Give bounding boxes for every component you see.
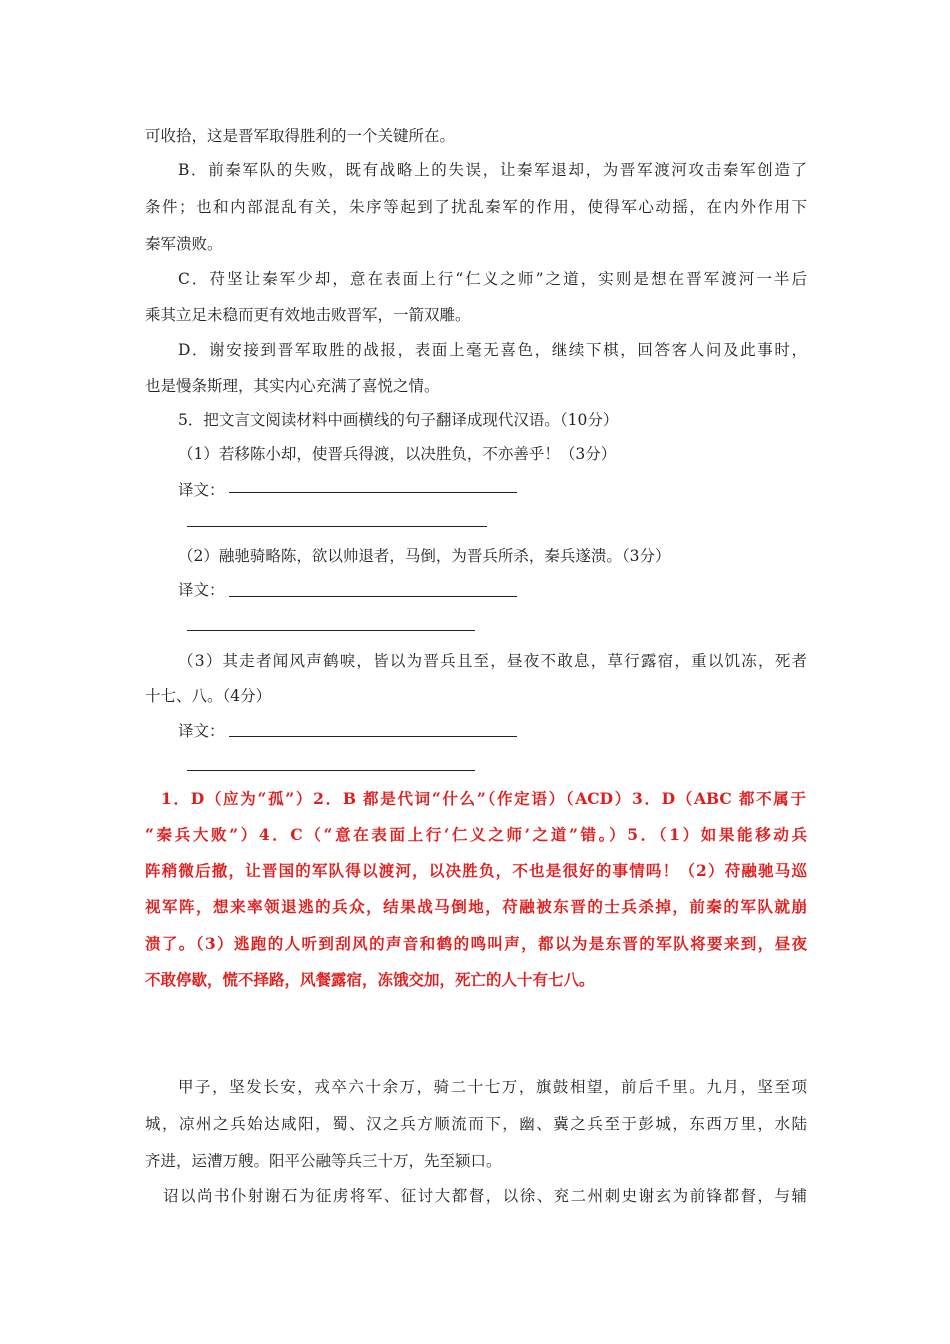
passage-line: 甲子，坚发长安，戎卒六十余万，骑二十七万，旗鼓相望，前后千里。九月，坚至项: [178, 1078, 807, 1096]
answer-key-line: “秦兵大败”）4．C（“意在表面上行‘仁义之师’之道”错。）5．（1）如果能移动兵: [145, 825, 807, 844]
option-b-line: 秦军溃败。: [145, 235, 223, 253]
translation-blank: [229, 492, 517, 493]
option-b-line: 条件；也和内部混乱有关，朱序等起到了扰乱秦军的作用，使得军心动摇，在内外作用下: [145, 198, 807, 216]
option-c-line: 乘其立足未稳而更有效地击败晋军，一箭双雕。: [145, 306, 471, 324]
translation-label: 译文：: [178, 481, 225, 499]
answer-key-line: 视军阵，想来率领退逃的兵众，结果战马倒地，苻融被东晋的士兵杀掉，前秦的军队就崩: [145, 897, 807, 916]
translation-label: 译文：: [178, 581, 225, 599]
question-5-sentence-3: 十七、八。（4分）: [145, 687, 272, 705]
translation-blank: [187, 630, 475, 631]
passage-line: 诏以尚书仆射谢石为征虏将军、征讨大都督，以徐、兖二州刺史谢玄为前锋都督，与辅: [163, 1187, 807, 1205]
passage-line: 城，凉州之兵始达咸阳，蜀、汉之兵方顺流而下，幽、冀之兵至于彭城，东西万里，水陆: [145, 1115, 807, 1133]
answer-key-line: 阵稍微后撤，让晋国的军队得以渡河，以决胜负，不也是很好的事情吗！（2）苻融驰马巡: [145, 861, 807, 880]
option-d-line: 也是慢条斯理，其实内心充满了喜悦之情。: [145, 377, 440, 395]
intro-line: 可收拾，这是晋军取得胜利的一个关键所在。: [145, 127, 456, 145]
question-5-stem: 5．把文言文阅读材料中画横线的句子翻译成现代汉语。（10分）: [178, 411, 619, 429]
answer-key-line: 溃了。（3）逃跑的人听到刮风的声音和鹤的鸣叫声，都以为是东晋的军队将要来到，昼夜: [145, 934, 807, 953]
passage-line: 齐进，运漕万艘。阳平公融等兵三十万，先至颍口。: [145, 1152, 502, 1170]
translation-blank: [229, 736, 517, 737]
translation-blank: [187, 526, 487, 527]
translation-blank: [229, 596, 517, 597]
translation-label: 译文：: [178, 722, 225, 740]
answer-key-line: 1．D（应为“孤”）2．B 都是代词“什么”（作定语）（ACD）3．D（ABC 都不属于: [161, 789, 806, 808]
question-5-sentence-1: （1）若移陈小却，使晋兵得渡，以决胜负，不亦善乎！（3分）: [178, 445, 617, 463]
answer-key-line: 不敢停歇，慌不择路，风餐露宿，冻饿交加，死亡的人十有七八。: [145, 970, 595, 989]
question-5-sentence-3: （3）其走者闻风声鹤唳，皆以为晋兵且至，昼夜不敢息，草行露宿，重以饥冻，死者: [178, 652, 807, 670]
option-c-line: C．苻坚让秦军少却，意在表面上行“仁义之师”之道，实则是想在晋军渡河一半后: [178, 270, 807, 288]
option-d-line: D．谢安接到晋军取胜的战报，表面上毫无喜色，继续下棋，回答客人问及此事时，: [178, 341, 807, 359]
option-b-line: B．前秦军队的失败，既有战略上的失误，让秦军退却，为晋军渡河攻击秦军创造了: [178, 161, 807, 179]
question-5-sentence-2: （2）融驰骑略陈，欲以帅退者，马倒，为晋兵所杀，秦兵遂溃。（3分）: [178, 547, 671, 565]
translation-blank: [187, 770, 475, 771]
